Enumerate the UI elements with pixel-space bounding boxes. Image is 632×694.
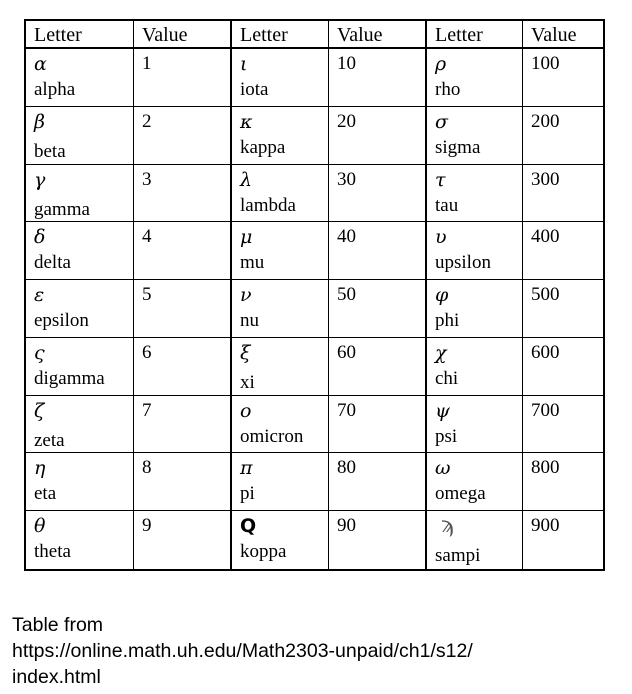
- greek-letter-symbol: τ: [435, 168, 446, 191]
- greek-letter-symbol: υ: [435, 226, 447, 249]
- header-value-3: Value: [523, 21, 603, 49]
- value-cell: [134, 338, 232, 396]
- value-cell: [329, 396, 427, 454]
- numeric-value: 100: [531, 53, 560, 74]
- value-cell: [523, 165, 603, 223]
- value-cell: [329, 165, 427, 223]
- numeric-value: 7: [142, 399, 152, 421]
- letter-cell-alpha: [26, 49, 134, 107]
- value-cell: [134, 511, 232, 569]
- numeric-value: 40: [337, 226, 356, 248]
- value-cell: [329, 338, 427, 396]
- letter-cell-pi: [232, 453, 329, 511]
- greek-letter-symbol: μ: [240, 226, 253, 249]
- greek-letter-symbol: κ: [240, 110, 253, 133]
- numeric-value: 400: [531, 226, 560, 248]
- letter-cell-lambda: [232, 165, 329, 223]
- value-cell: [329, 511, 427, 569]
- numeric-value: 80: [337, 457, 356, 479]
- value-cell: [329, 107, 427, 165]
- greek-letter-name: theta: [34, 541, 71, 563]
- letter-cell-epsilon: [26, 280, 134, 338]
- greek-letter-symbol: θ: [34, 515, 46, 538]
- value-cell: [523, 49, 603, 107]
- letter-cell-iota: [232, 49, 329, 107]
- greek-letter-name: eta: [34, 483, 57, 505]
- value-cell: [134, 222, 232, 280]
- letter-cell-digamma: [26, 338, 134, 396]
- greek-letter-symbol: π: [240, 457, 253, 480]
- letter-cell-gamma: [26, 165, 134, 223]
- source-caption: [12, 612, 612, 690]
- greek-letter-symbol: ο: [240, 399, 252, 422]
- letter-cell-omega: [427, 453, 523, 511]
- numeric-value: 70: [337, 399, 356, 421]
- letter-cell-eta: [26, 453, 134, 511]
- greek-letter-name: kappa: [240, 136, 286, 158]
- greek-letter-symbol: α: [34, 53, 47, 75]
- greek-letter-symbol: ζ: [34, 399, 45, 422]
- greek-letter-name: epsilon: [34, 310, 89, 332]
- header-letter-1: Letter: [26, 21, 134, 49]
- value-cell: [134, 280, 232, 338]
- greek-letter-symbol: σ: [435, 110, 448, 133]
- greek-letter-symbol: φ: [435, 284, 449, 307]
- letter-cell-tau: [427, 165, 523, 223]
- value-cell: [523, 396, 603, 454]
- letter-cell-chi: [427, 338, 523, 396]
- value-cell: [523, 107, 603, 165]
- greek-letter-name: mu: [240, 252, 265, 274]
- numeric-value: 5: [142, 284, 152, 306]
- letter-cell-upsilon: [427, 222, 523, 280]
- greek-letter-name: rho: [435, 79, 461, 100]
- greek-letter-symbol: ξ: [240, 341, 251, 364]
- greek-letter-name: koppa: [240, 541, 287, 563]
- greek-letter-name: phi: [435, 310, 460, 332]
- greek-letter-name: xi: [240, 371, 255, 393]
- greek-letter-name: omicron: [240, 425, 304, 447]
- letter-cell-kappa: [232, 107, 329, 165]
- greek-letter-symbol: χ: [435, 341, 447, 364]
- greek-letter-symbol: ς: [34, 341, 45, 364]
- greek-numerals-table: [24, 19, 605, 571]
- value-cell: [134, 165, 232, 223]
- value-cell: [329, 49, 427, 107]
- greek-letter-name: pi: [240, 483, 255, 505]
- letter-cell-rho: [427, 49, 523, 107]
- header-value-2: Value: [329, 21, 427, 49]
- greek-letter-name: zeta: [34, 429, 65, 451]
- value-cell: [523, 280, 603, 338]
- value-cell: [134, 396, 232, 454]
- greek-letter-symbol: ε: [34, 284, 45, 307]
- value-cell: [523, 511, 603, 569]
- numeric-value: 500: [531, 284, 560, 306]
- greek-letter-symbol: ν: [240, 284, 252, 307]
- numeric-value: 20: [337, 110, 356, 132]
- letter-cell-sigma: [427, 107, 523, 165]
- greek-letter-symbol: ω: [435, 457, 451, 480]
- greek-letter-name: alpha: [34, 79, 76, 100]
- letter-cell-beta: [26, 107, 134, 165]
- numeric-value: 2: [142, 110, 152, 132]
- numeric-value: 700: [531, 399, 560, 421]
- greek-letter-symbol: λ: [240, 168, 253, 191]
- greek-letter-name: sampi: [435, 545, 481, 567]
- numeric-value: 90: [337, 515, 356, 537]
- value-cell: [134, 453, 232, 511]
- greek-letter-name: sigma: [435, 136, 481, 158]
- greek-letter-symbol: β: [34, 110, 45, 133]
- numeric-value: 200: [531, 110, 560, 132]
- greek-letter-symbol: ψ: [435, 399, 450, 422]
- greek-letter-symbol: δ: [34, 226, 46, 249]
- greek-letter-name: tau: [435, 194, 459, 216]
- letter-cell-xi: [232, 338, 329, 396]
- numeric-value: 900: [531, 515, 560, 537]
- numeric-value: 600: [531, 341, 560, 363]
- greek-letter-symbol: ρ: [435, 53, 447, 75]
- numeric-value: 9: [142, 515, 152, 537]
- greek-letter-name: psi: [435, 425, 458, 447]
- greek-letter-symbol: Q: [240, 515, 257, 538]
- letter-cell-zeta: [26, 396, 134, 454]
- numeric-value: 10: [337, 53, 356, 74]
- header-letter-3: Letter: [427, 21, 523, 49]
- value-cell: [329, 280, 427, 338]
- greek-letter-symbol: η: [34, 457, 46, 480]
- numeric-value: 30: [337, 168, 356, 190]
- value-cell: [134, 49, 232, 107]
- numeric-value: 3: [142, 168, 152, 190]
- value-cell: [329, 453, 427, 511]
- numeric-value: 60: [337, 341, 356, 363]
- numeric-value: 6: [142, 341, 152, 363]
- numeric-value: 300: [531, 168, 560, 190]
- greek-letter-name: digamma: [34, 367, 105, 389]
- greek-letter-name: iota: [240, 79, 269, 100]
- caption-line-2: https://online.math.uh.edu/Math2303-unpaid/ch1/s12/: [12, 640, 473, 662]
- value-cell: [523, 222, 603, 280]
- numeric-value: 50: [337, 284, 356, 306]
- value-cell: [134, 107, 232, 165]
- numeric-value: 800: [531, 457, 560, 479]
- letter-cell-nu: [232, 280, 329, 338]
- greek-letter-name: nu: [240, 310, 259, 332]
- letter-cell-psi: [427, 396, 523, 454]
- caption-line-1: Table from: [12, 614, 104, 636]
- greek-letter-name: chi: [435, 367, 459, 389]
- letter-cell-phi: [427, 280, 523, 338]
- header-value-1: Value: [134, 21, 232, 49]
- greek-letter-name: lambda: [240, 194, 296, 216]
- letter-cell-sampi: [427, 511, 523, 569]
- numeric-value: 8: [142, 457, 152, 479]
- caption-line-3: index.html: [12, 666, 101, 688]
- letter-cell-mu: [232, 222, 329, 280]
- greek-letter-name: upsilon: [435, 252, 491, 274]
- value-cell: [523, 453, 603, 511]
- letter-cell-koppa: [232, 511, 329, 569]
- greek-letter-symbol: ϡ: [441, 513, 454, 539]
- greek-letter-name: delta: [34, 252, 71, 274]
- greek-letter-symbol: γ: [34, 168, 46, 191]
- numeric-value: 4: [142, 226, 152, 248]
- letter-cell-theta: [26, 511, 134, 569]
- greek-letter-symbol: ι: [240, 53, 248, 75]
- value-cell: [523, 338, 603, 396]
- greek-letter-name: beta: [34, 140, 66, 162]
- value-cell: [329, 222, 427, 280]
- header-letter-2: Letter: [232, 21, 329, 49]
- letter-cell-omicron: [232, 396, 329, 454]
- letter-cell-delta: [26, 222, 134, 280]
- numeric-value: 1: [142, 53, 152, 74]
- greek-letter-name: omega: [435, 483, 486, 505]
- greek-letter-name: gamma: [34, 198, 90, 220]
